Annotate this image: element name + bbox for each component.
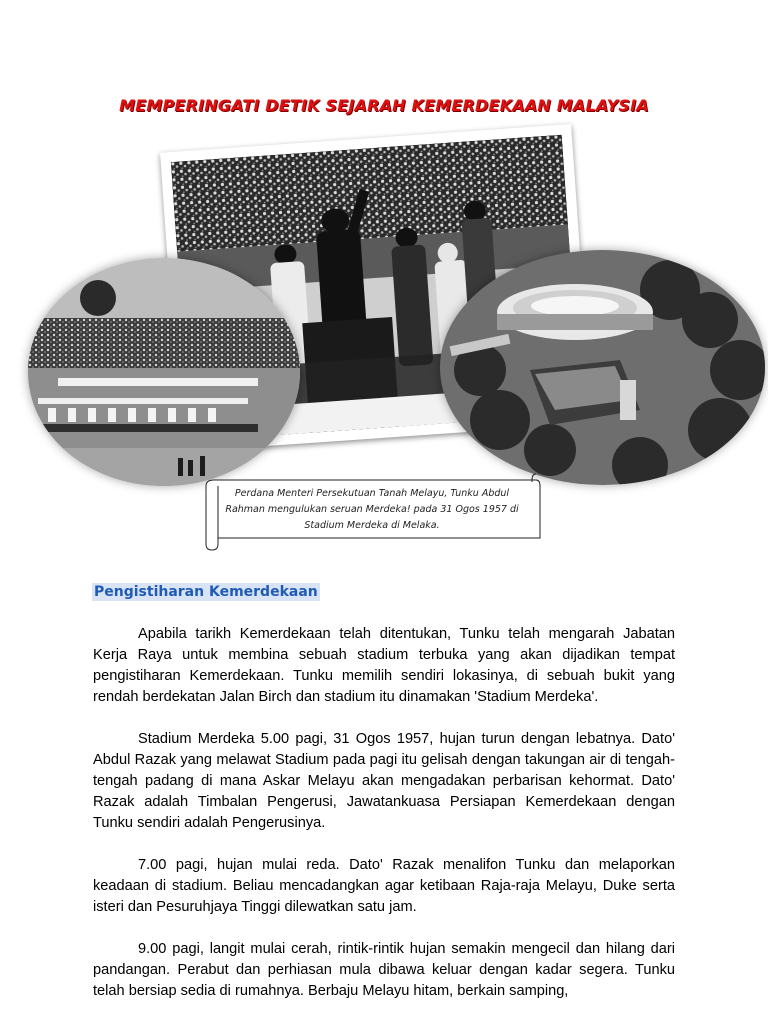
paragraph: Stadium Merdeka 5.00 pagi, 31 Ogos 1957, hujan turun dengan lebatnya. Dato' Abdul Razak yang melawat Stadium pada pagi itu gelisah dengan takungan air di tengah-tengah padang di mana Askar Melayu akan mengadakan perbarisan kehormat. Dato' Razak adalah Timbalan Pengerusi, Jawatankuasa Persiapan Kemerdekaan dengan Tunku sendiri adalah Pengerusinya.: [93, 731, 675, 831]
photo-caption: Perdana Menteri Persekutuan Tanah Melayu, Tunku Abdul Rahman mengulukan seruan Merdeka! pada 31 Ogos 1957 di Stadium Merdeka di Melaka.: [225, 488, 519, 531]
paragraph: Apabila tarikh Kemerdekaan telah ditentukan, Tunku telah mengarah Jabatan Kerja Raya untuk membina sebuah stadium terbuka yang akan dijadikan tempat pengistiharan Kemerdekaan. Tunku memilih sendiri lokasinya, di sebuah bukit yang rendah berdekatan Jalan Birch dan stadium itu dinamakan 'Stadium Merdeka'.: [93, 626, 675, 705]
stadium-aerial-image: [440, 250, 765, 485]
parade-image: [28, 258, 300, 486]
paragraph: 9.00 pagi, langit mulai cerah, rintik-rintik hujan semakin mengecil dan hilang dari pandangan. Perabut dan perhiasan mula dibawa keluar dengan kadar segera. Tunku telah bersiap sedia di rumahnya. Berbaju Melayu hitam, berkain samping,: [93, 941, 675, 999]
body-text: [93, 624, 675, 1023]
stadium-aerial-photo: [440, 250, 765, 485]
section-heading: Pengistiharan Kemerdekaan: [94, 584, 318, 600]
paragraph: 7.00 pagi, hujan mulai reda. Dato' Razak menalifon Tunku dan melaporkan keadaan di stadium. Beliau mencadangkan agar ketibaan Raja-raja Melayu, Duke serta isteri dan Pesuruhjaya Tinggi dilewatkan satu jam.: [93, 857, 675, 915]
parade-photo: [28, 258, 300, 486]
photo-caption-scroll: [200, 472, 542, 552]
page-title: MEMPERINGATI DETIK SEJARAH KEMERDEKAAN MALAYSIA: [119, 96, 649, 115]
